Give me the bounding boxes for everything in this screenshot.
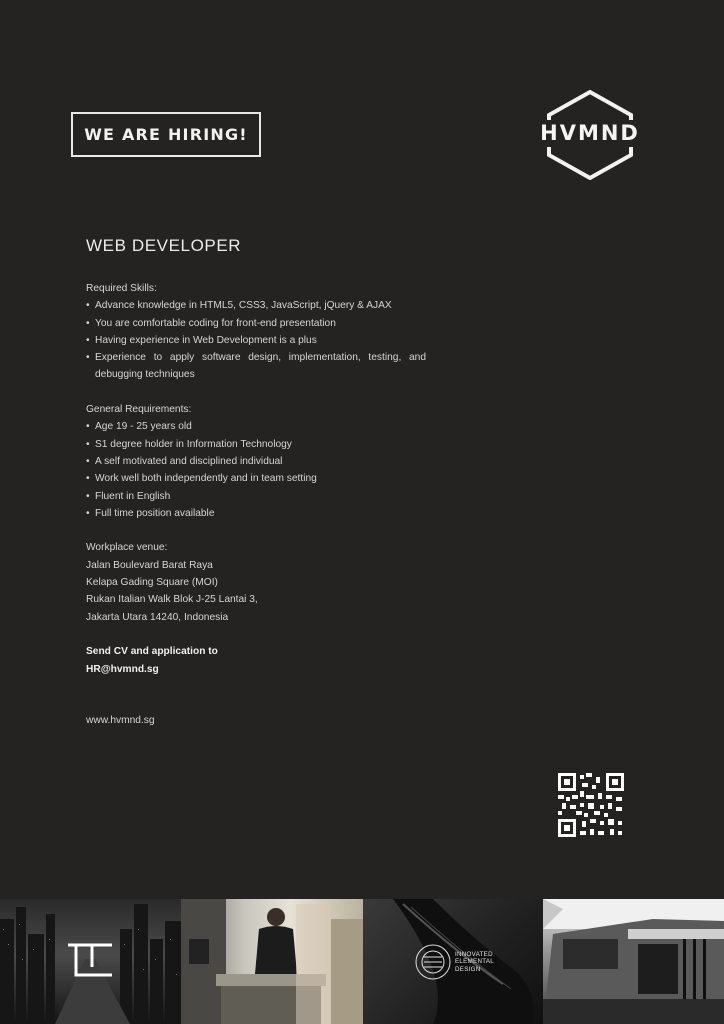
list-item: • Advance knowledge in HTML5, CSS3, JavaScript, jQuery & AJAX [86,297,426,314]
list-item: • Full time position available [86,505,426,522]
company-logo [537,90,643,180]
building-graphic [543,899,724,1024]
office-scene-graphic [181,899,363,1024]
list-item: • Work well both independently and in team setting [86,470,426,487]
logo-text: HVMND [537,120,643,147]
workplace-address [86,557,426,626]
hiring-badge-label: WE ARE HIRING! [84,125,248,144]
footer-image-strip [0,899,724,1024]
address-line: Jalan Boulevard Barat Raya [86,559,213,571]
required-skills-heading: Required Skills: [86,283,157,294]
city-skyline-graphic [0,899,181,1024]
job-title: WEB DEVELOPER [86,236,242,255]
sneaker-image [363,899,543,1024]
address-line: Kelapa Gading Square (MOI) [86,577,218,589]
city-skyline-image [0,899,181,1024]
sneaker-graphic [363,899,543,1024]
design-caption [455,951,494,973]
general-requirements-list [86,418,426,522]
architecture-image [543,899,724,1024]
hiring-badge [71,112,261,157]
caption-line: DESIGN [455,965,481,973]
application-instruction: Send CV and application to [86,646,218,658]
job-description [86,280,426,730]
list-item: • Experience to apply software design, implementation, testing, and debugging techniques [86,349,426,384]
address-line: Rukan Italian Walk Blok J-25 Lantai 3, [86,594,258,606]
list-item: • S1 degree holder in Information Technology [86,436,426,453]
list-item: • A self motivated and disciplined individual [86,453,426,470]
list-item: • You are comfortable coding for front-end presentation [86,315,426,332]
qr-code-icon[interactable] [558,773,624,837]
list-item: • Having experience in Web Development is a plus [86,332,426,349]
caption-line: INNOVATED [455,951,493,958]
workplace-heading: Workplace venue: [86,542,168,554]
caption-line: ELEMENTAL [455,958,495,966]
office-person-image [181,899,363,1024]
website-link[interactable]: www.hvmnd.sg [86,715,155,727]
list-item: • Fluent in English [86,488,426,505]
list-item: • Age 19 - 25 years old [86,418,426,435]
application-email-link[interactable]: HR@hvmnd.sg [86,663,159,675]
required-skills-list [86,297,426,383]
address-line: Jakarta Utara 14240, Indonesia [86,611,229,623]
general-requirements-heading: General Requirements: [86,404,192,416]
